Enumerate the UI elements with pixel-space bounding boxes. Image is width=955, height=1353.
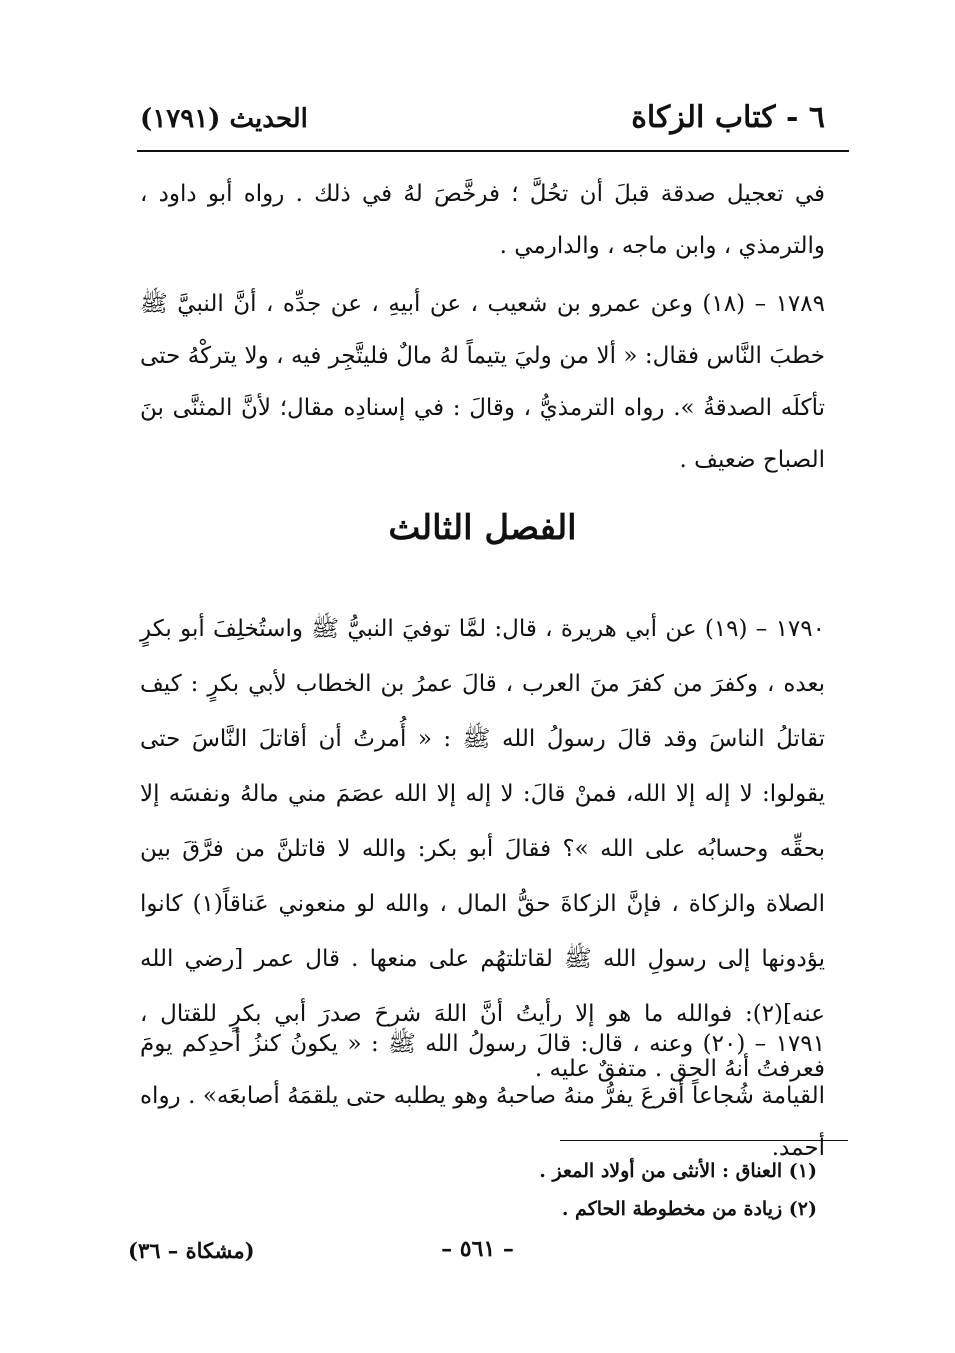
- footnotes: [300, 1152, 817, 1228]
- paragraph: ١٧٩٠ – (١٩) عن أبي هريرة ، قال: لمَّا توفيَ النبيُّ ﷺ واستُخلِفَ أبو بكرٍ بعده ، وكفرَ من كفرَ منَ العرب ، قالَ عمرُ بن الخطاب لأبي بكرٍ : كيف تقاتلُ الناسَ وقد قالَ رسولُ الله ﷺ : « أُمرتُ أن أقاتلَ النَّاسَ حتى يقولوا: لا إله إلا الله، فمنْ قالَ: لا إله إلا الله عصَمَ مني مالهُ ونفسَه إلا بحقِّه وحسابُه على الله »؟ فقالَ أبو بكر: والله لا قاتلنَّ من فرَّقَ بين الصلاة والزكاة ، فإنَّ الزكاةَ حقُّ المال ، والله لو منعوني عَناقاً(١) كانوا يؤدونها إلى رسولِ الله ﷺ لقاتلتهُم على منعها . قال عمر [رضي الله عنه](٢): فوالله ما هو إلا رأيتُ أنَّ اللهَ شرحَ صدرَ أبي بكرٍ للقتال ، فعرفتُ أنهُ الحق . متفقٌ عليه .: [140, 616, 825, 1082]
- paragraph: في تعجيل صدقة قبلَ أن تحُلَّ ؛ فرخَّصَ لهُ في ذلك . رواه أبو داود ، والترمذي ، وابن ماجه ، والدارمي .: [140, 181, 825, 259]
- hadith-1789: [140, 278, 825, 486]
- header-divider: [137, 150, 849, 152]
- chapter-title: ٦ - كتاب الزكاة: [631, 100, 825, 135]
- text-paragraph-continuation: [140, 168, 825, 272]
- hadith-range: الحديث (١٧٩١): [140, 104, 308, 134]
- page-number: – ٥٦١ –: [441, 1236, 514, 1262]
- footnote-2: (٢) زيادة من مخطوطة الحاكم .: [561, 1198, 817, 1220]
- paragraph: ١٧٨٩ – (١٨) وعن عمرو بن شعيب ، عن أبيهِ ، عن جدِّه ، أنَّ النبيَّ ﷺ خطبَ النَّاس فقال: « ألا من وليَ يتيماً لهُ مالٌ فليتَّجِر فيه ، ولا يتركْهُ حتى تأكلَه الصدقةُ ». رواه الترمذيُّ ، وقالَ : في إسنادِه مقال؛ لأنَّ المثنَّى بنَ الصباح ضعيف .: [140, 291, 825, 473]
- printer-signature: (مشكاة – ٣٦): [128, 1238, 255, 1263]
- footnote-1: (١) العناق : الأنثى من أولاد المعز .: [539, 1160, 817, 1182]
- footnote-divider: [560, 1140, 848, 1141]
- paragraph: ١٧٩١ – (٢٠) وعنه ، قال: قالَ رسولُ الله ﷺ : « يكونُ كنزُ أحدِكم يومَ القيامة شُجاعاً أقرعَ يفرُّ منهُ صاحبهُ وهو يطلبه حتى يلقمَهُ أصابعَه» . رواه أحمد.: [140, 1031, 825, 1161]
- hadith-1791: [140, 1018, 825, 1174]
- running-header: [140, 100, 825, 140]
- section-title: الفصل الثالث: [388, 508, 577, 548]
